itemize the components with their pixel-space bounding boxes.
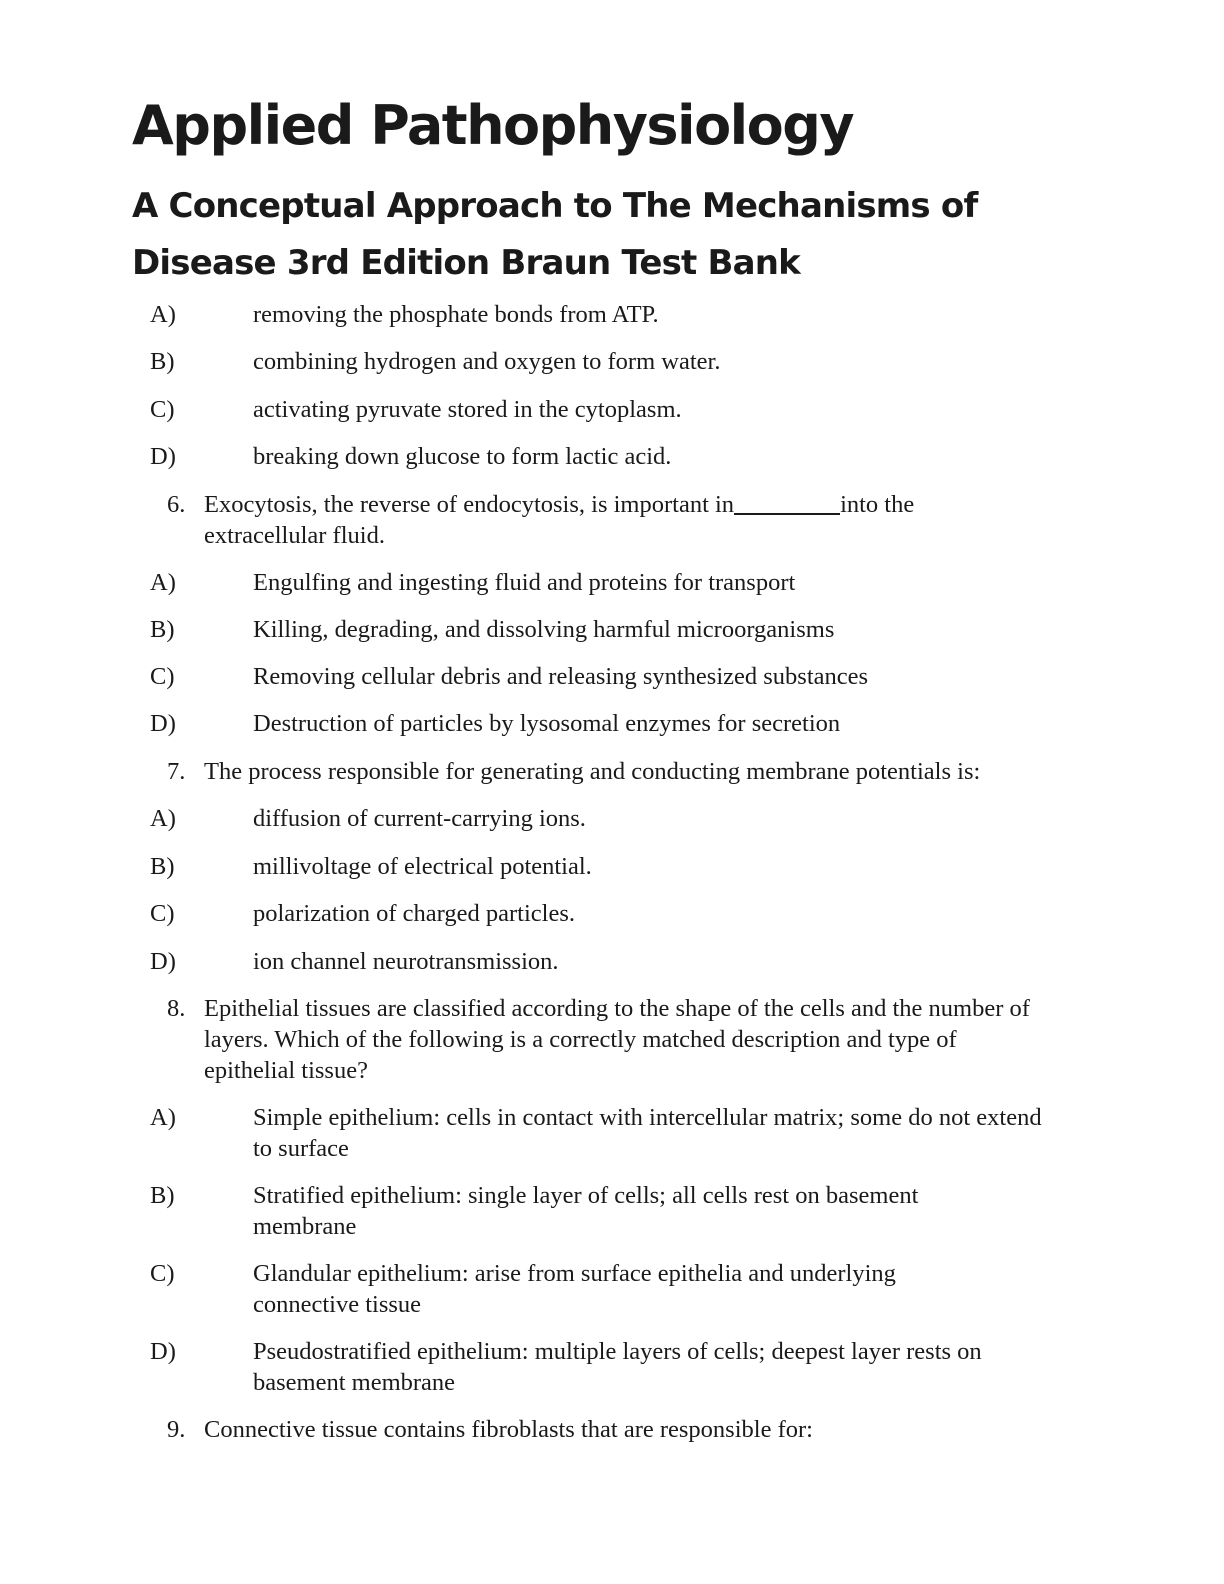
option-letter: B) xyxy=(150,348,175,375)
option-text: Stratified epithelium: single layer of cells; all cells rest on basement membrane xyxy=(253,1182,919,1240)
option-text: activating pyruvate stored in the cytoplasm. xyxy=(253,396,682,423)
option-letter: D) xyxy=(150,948,176,975)
option-text: Simple epithelium: cells in contact with intercellular matrix; some do not extend to surface xyxy=(253,1104,1042,1162)
question-text-start: Exocytosis, the reverse of endocytosis, is important in xyxy=(204,491,735,518)
option-letter: B) xyxy=(150,1182,175,1209)
question-number: 9. xyxy=(167,1416,186,1443)
option-text: diffusion of current-carrying ions. xyxy=(253,805,586,832)
option-letter: A) xyxy=(150,569,176,596)
option-text: removing the phosphate bonds from ATP. xyxy=(253,301,659,328)
option-letter: D) xyxy=(150,710,176,737)
option-text: breaking down glucose to form lactic acid. xyxy=(253,443,672,470)
option-letter: D) xyxy=(150,443,176,470)
option-letter: A) xyxy=(150,805,176,832)
option-letter: B) xyxy=(150,616,175,643)
question-number: 8. xyxy=(167,995,186,1022)
question-text: The process responsible for generating and conducting membrane potentials is: xyxy=(204,758,981,785)
option-text: Glandular epithelium: arise from surface epithelia and underlying connective tissue xyxy=(253,1260,896,1318)
option-text: Destruction of particles by lysosomal enzymes for secretion xyxy=(253,710,841,737)
option-text: millivoltage of electrical potential. xyxy=(253,853,592,880)
option-text: Killing, degrading, and dissolving harmful microorganisms xyxy=(253,616,835,643)
option-letter: C) xyxy=(150,396,175,423)
option-text: Removing cellular debris and releasing synthesized substances xyxy=(253,663,869,690)
answer-blank xyxy=(734,489,840,515)
option-letter: C) xyxy=(150,663,175,690)
question-text-end: into the extracellular fluid. xyxy=(204,491,915,549)
document-subtitle: A Conceptual Approach to The Mechanisms of Disease 3rd Edition Braun Test Bank xyxy=(132,186,978,283)
option-letter: A) xyxy=(150,301,176,328)
question-number: 7. xyxy=(167,758,186,785)
question-text: Epithelial tissues are classified according to the shape of the cells and the number of layers. Which of the following is a correctly matched description and type of epithelial tissue? xyxy=(204,995,1030,1084)
option-letter: B) xyxy=(150,853,175,880)
option-text: ion channel neurotransmission. xyxy=(253,948,559,975)
option-text: Pseudostratified epithelium: multiple layers of cells; deepest layer rests on basement membrane xyxy=(253,1338,982,1396)
option-text: polarization of charged particles. xyxy=(253,900,575,927)
document-title: Applied Pathophysiology xyxy=(132,94,854,157)
option-letter: C) xyxy=(150,1260,175,1287)
option-text: combining hydrogen and oxygen to form water. xyxy=(253,348,721,375)
option-letter: A) xyxy=(150,1104,176,1131)
option-letter: D) xyxy=(150,1338,176,1365)
option-letter: C) xyxy=(150,900,175,927)
question-text xyxy=(204,489,994,551)
question-number: 6. xyxy=(167,491,186,518)
question-text: Connective tissue contains fibroblasts that are responsible for: xyxy=(204,1416,813,1443)
option-text: Engulfing and ingesting fluid and proteins for transport xyxy=(253,569,796,596)
